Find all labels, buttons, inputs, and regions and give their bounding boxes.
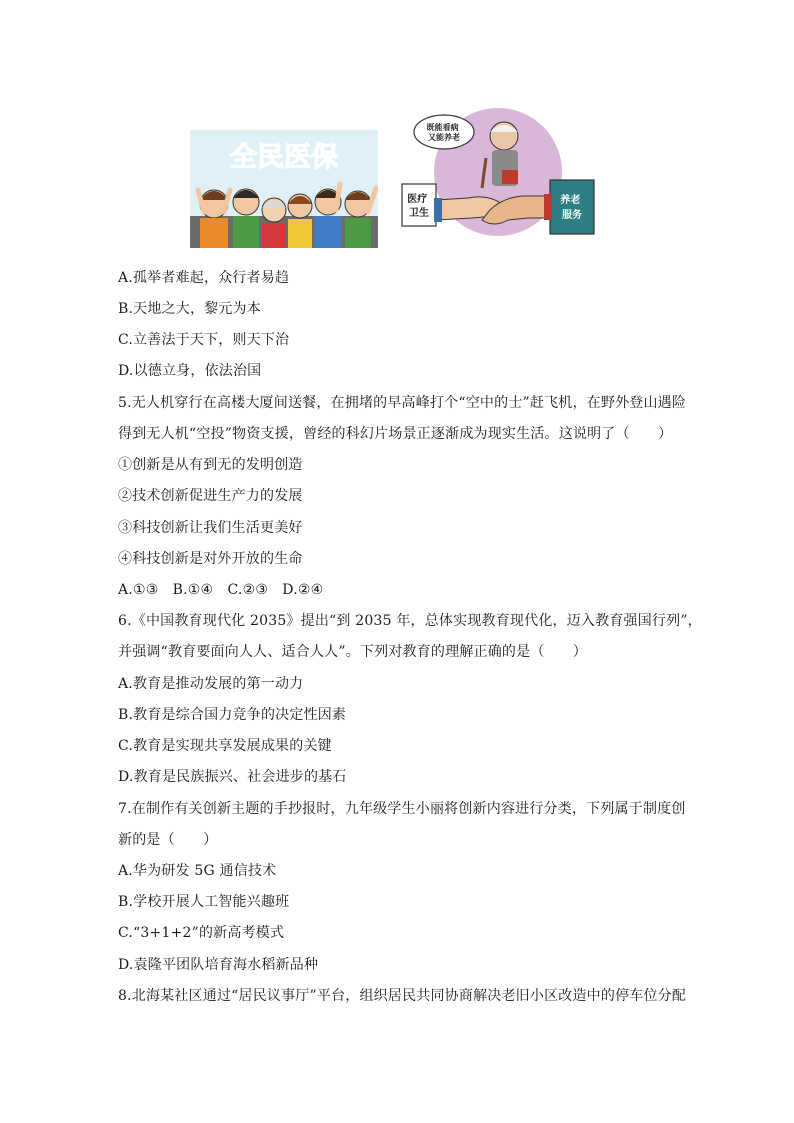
option-c-q7: C.“3+1+2”的新高考模式: [118, 925, 285, 941]
option-b-q4: B.天地之大，黎元为本: [118, 301, 261, 317]
option-d-q7: D.袁隆平团队培育海水稻新品种: [118, 957, 319, 973]
universal-healthcare-cartoon: [190, 130, 378, 248]
option-a-q7: A.华为研发 5G 通信技术: [118, 863, 277, 879]
speech-bubble-text: 既能看病 又能养老: [426, 123, 460, 142]
left-sign-text: 医疗 卫生: [407, 194, 429, 219]
statement-4: ④科技创新是对外开放的生命: [118, 551, 303, 567]
question-8-line-1: 8.北海某社区通过“居民议事厅”平台，组织居民共同协商解决老旧小区改造中的停车位分配: [118, 988, 687, 1004]
illustrations: [190, 108, 600, 250]
banner-text: 全民医保: [230, 142, 338, 173]
statement-3: ③科技创新让我们生活更美好: [118, 520, 303, 536]
question-7-line-2: 新的是（ ）: [118, 832, 218, 848]
question-6-line-1: 6.《中国教育现代化 2035》提出“到 2035 年，总体实现教育现代化，迈入教育强国行列”，: [118, 613, 702, 629]
option-c-q4: C.立善法于天下，则天下治: [118, 332, 290, 348]
option-d-q4: D.以德立身，依法治国: [118, 363, 262, 379]
option-c-q6: C.教育是实现共享发展成果的关键: [118, 738, 332, 754]
statement-1: ①创新是从有到无的发明创造: [118, 457, 303, 473]
option-d-q6: D.教育是民族振兴、社会进步的基石: [118, 769, 347, 785]
question-6-line-2: 并强调“教育要面向人人、适合人人”。下列对教育的理解正确的是（ ）: [118, 644, 588, 660]
option-b-q6: B.教育是综合国力竞争的决定性因素: [118, 707, 347, 723]
options-q5: A.①③ B.①④ C.②③ D.②④: [118, 582, 324, 598]
question-5-line-1: 5.无人机穿行在高楼大厦间送餐，在拥堵的早高峰打个“空中的士”赶飞机，在野外登山遇险: [118, 395, 687, 411]
question-7-line-1: 7.在制作有关创新主题的手抄报时，九年级学生小丽将创新内容进行分类，下列属于制度创: [118, 801, 686, 817]
option-b-q7: B.学校开展人工智能兴趣班: [118, 894, 290, 910]
question-5-line-2: 得到无人机“空投”物资支援，曾经的科幻片场景正逐渐成为现实生活。这说明了（ ）: [118, 426, 673, 442]
option-a-q6: A.教育是推动发展的第一动力: [118, 676, 304, 692]
healthcare-eldercare-cartoon: [398, 108, 598, 250]
statement-2: ②技术创新促进生产力的发展: [118, 488, 303, 504]
right-sign-text: 养老 服务: [560, 195, 582, 221]
option-a-q4: A.孤举者难起，众行者易趋: [118, 270, 290, 286]
